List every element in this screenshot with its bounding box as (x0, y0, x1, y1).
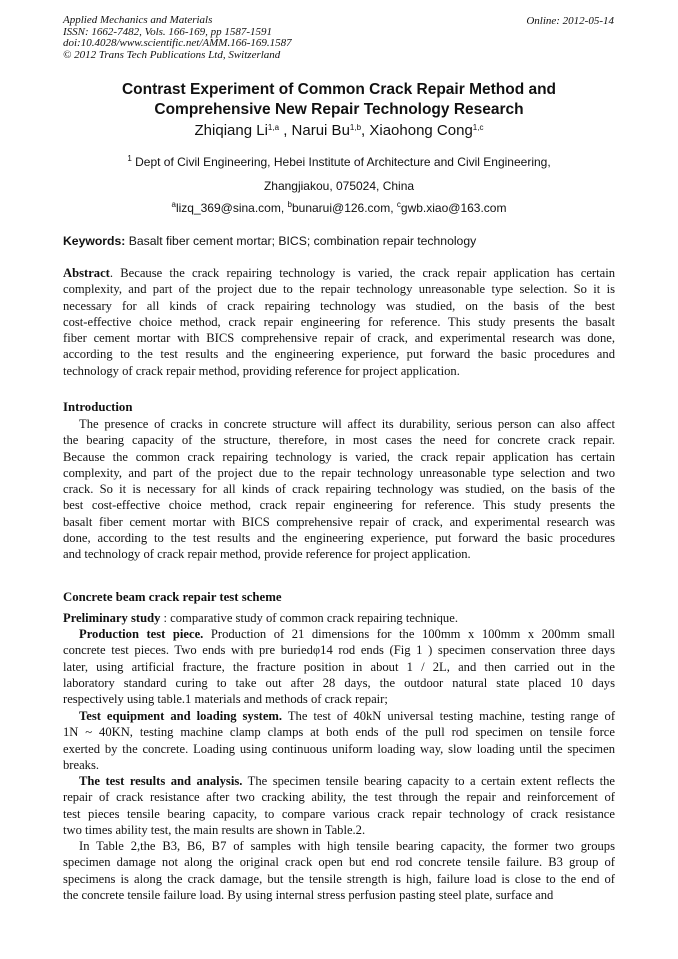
lead-in: The test results and analysis. (79, 774, 243, 788)
emails: $^a$lizq_369@sina.com, $^b$bunarui@126.com, $^c$gwb.xiao@163.com (171, 200, 507, 215)
paragraph (63, 626, 615, 707)
line-text: complexity, and part of the project due to the repair technology unreasonable type selection. So it is (63, 282, 615, 297)
aff-text: Dept of Civil Engineering, Hebei Institute of Architecture and Civil Engineering, (135, 155, 551, 169)
line-text: fiber cement mortar with BICS comprehensive repair of crack, and experimental research was done, (63, 331, 615, 346)
text-line (63, 887, 615, 903)
text-line (63, 314, 615, 330)
text-line (63, 854, 615, 870)
paper-title (0, 80, 678, 120)
text-line (63, 871, 615, 887)
affiliation-line2: Zhangjiakou, 075024, China (263, 179, 415, 193)
line-text: 1N ~ 40KN, testing machine clamp clamps at both ends of the pull rod specimen on tensile force (63, 725, 615, 740)
text-line (63, 265, 615, 281)
email-sup: b (287, 200, 292, 209)
paragraph (63, 610, 615, 626)
text-line (63, 659, 615, 675)
line-text: according to the test results and the engineering experience, put forward the basic procedures and (63, 347, 615, 362)
line-text: Because the common crack repairing technology is varied, the crack repair application has certain (63, 449, 615, 464)
line-text: done, according to the test results and the engineering experience, put forward the basic procedures (63, 531, 615, 546)
text-line (63, 481, 615, 497)
text-line (63, 432, 615, 448)
lead-in: Preliminary study (63, 611, 161, 625)
text-line (63, 530, 615, 546)
copyright: © 2012 Trans Tech Publications Ltd, Switzerland (63, 48, 281, 61)
text-line (63, 675, 615, 691)
paragraph (63, 838, 615, 903)
journal-info (63, 15, 292, 61)
text-line (63, 806, 615, 822)
title-line: Comprehensive New Repair Technology Research (154, 101, 524, 118)
affiliation-line1 (0, 155, 678, 169)
email-sup: a (171, 200, 176, 209)
title-line: Contrast Experiment of Common Crack Repair Method and (121, 81, 557, 98)
line-text: repair of crack resistance after two cracking ability, the test through the repair and reinforcement of (63, 790, 615, 805)
line-text: The presence of cracks in concrete structure will affect its durability, serious person can also affect (79, 417, 615, 431)
line-text: crack. So it is necessary for all kinds of crack repairing technology was studied, on the basis of the (63, 482, 615, 497)
section-heading: Introduction (63, 400, 133, 414)
issn: ISSN: 1662-7482, Vols. 166-169, pp 1587-1591 (63, 25, 272, 38)
line-text: and technology of crack repair method, provide reference for project application. (63, 547, 471, 562)
text-line (63, 724, 615, 740)
line-text: the concrete tensile failure load. By using internal stress perfusion pasting steel plate, surface and (63, 887, 554, 902)
line-text: In Table 2,the B3, B6, B7 of samples with high tensile bearing capacity, the former two groups (79, 839, 615, 853)
email-sup: c (396, 200, 401, 209)
line-text: cost-effective choice method, crack repair engineering for reference. This study presents the basalt (63, 314, 615, 329)
text-line (63, 330, 615, 346)
line-text: The specimen tensile bearing capacity to a certain extent reflects the (242, 774, 615, 788)
journal-name: Applied Mechanics and Materials (63, 14, 213, 26)
line-text: two times ability test, the main results are shown in Table.2. (63, 822, 366, 837)
keywords (63, 234, 476, 248)
online-date: Online: 2012-05-14 (526, 15, 614, 27)
line-text: necessary for all kinds of crack repairing technology was studied, on the basis of the best (63, 298, 615, 313)
line-text: technology of crack repair method, providing reference for project application. (63, 363, 460, 378)
line-text: best cost-effective choice method, crack repair engineering for reference. This study presents the (63, 498, 615, 513)
author-sup: 1,c (472, 123, 484, 132)
text-line (63, 757, 615, 773)
email: lizq_369@sina.com (175, 201, 281, 215)
text-line (63, 610, 615, 626)
line-text: specimen damage not along the original crack open but end rod concrete tensile failure. B3 group of (63, 855, 615, 870)
line-text: respectively using table.1 materials and methods of crack repair; (63, 692, 388, 707)
text-line (63, 281, 615, 297)
text-line (63, 822, 615, 838)
text-line (63, 642, 615, 658)
text-line (63, 346, 615, 362)
author: Zhiqiang Li (194, 122, 268, 139)
text-line (63, 514, 615, 530)
authors: Zhiqiang Li$^{1,a}$ , Narui Bu$^{1,b}$, Xiaohong Cong$^{1,c}$ (194, 122, 484, 139)
section-heading: Concrete beam crack repair test scheme (63, 590, 282, 604)
author: Xiaohong Cong (369, 122, 473, 139)
author-sup: 1,a (267, 123, 280, 132)
text-line (63, 449, 615, 465)
email: gwb.xiao@163.com (400, 201, 507, 215)
paragraph (63, 773, 615, 838)
lead-in: Production test piece. (79, 627, 204, 641)
text-line (63, 465, 615, 481)
keywords-label: Keywords: (63, 234, 126, 248)
text-line (63, 298, 615, 314)
line-text: basalt fiber cement mortar with BICS comprehensive repair of crack, and experimental research was (63, 514, 615, 529)
line-text: The test of 40kN universal testing machine, testing range of (282, 709, 616, 723)
line-text: later, using artificial fracture, the fracture position in about 1 / 2L, and then carried out in the (63, 659, 615, 674)
line-text: . Because the crack repairing technology is varied, the crack repair application has certain (109, 266, 615, 280)
paragraph (63, 265, 615, 379)
email: bunarui@126.com (291, 201, 391, 215)
line-text: complexity, and part of the project due to the repair technology unreasonable type selection and two (63, 465, 615, 480)
line-text: laboratory standard curing to take out after 28 days, the outdoor natural state placed 10 days (63, 675, 615, 690)
line-text: Production of 21 dimensions for the 100mm x 100mm x 200mm small (203, 627, 616, 641)
line-text: concrete test pieces. Two ends with pre buriedφ14 rod ends (Fig 1 ) specimen conservation three days (63, 643, 615, 658)
text-line (63, 741, 615, 757)
text-line (63, 546, 615, 562)
line-text: the bearing capacity of the structure, therefore, in most cases the need for concrete crack repair. (63, 433, 615, 448)
line-text: exerted by the concrete. Loading using continuous uniform loading way, slow loading until the specimen (63, 741, 615, 756)
text-line (63, 708, 615, 724)
keywords-text: Basalt fiber cement mortar; BICS; combination repair technology (128, 234, 477, 248)
line-text: specimens is along the crack damage, but the tensile strength is high, failure load is close to the end of (63, 871, 615, 886)
text-line (63, 773, 615, 789)
author-sup: 1,b (349, 123, 362, 132)
paragraph (63, 416, 615, 563)
aff-sup: 1 (127, 154, 132, 163)
line-text: test pieces tensile bearing capacity, to compare various crack repair technology of crack resistance (63, 806, 615, 821)
doi: doi:10.4028/www.scientific.net/AMM.166-169.1587 (63, 37, 292, 49)
text-line (63, 416, 615, 432)
text-line (63, 691, 615, 707)
text-line (63, 497, 615, 513)
text-line (63, 363, 615, 379)
lead-in: Abstract (63, 266, 110, 280)
text-line (63, 626, 615, 642)
author: Narui Bu (291, 122, 350, 139)
line-text: breaks. (63, 757, 100, 772)
line-text: : comparative study of common crack repairing technique. (160, 611, 458, 625)
paragraph (63, 708, 615, 773)
lead-in: Test equipment and loading system. (79, 709, 283, 723)
text-line (63, 838, 615, 854)
text-line (63, 789, 615, 805)
